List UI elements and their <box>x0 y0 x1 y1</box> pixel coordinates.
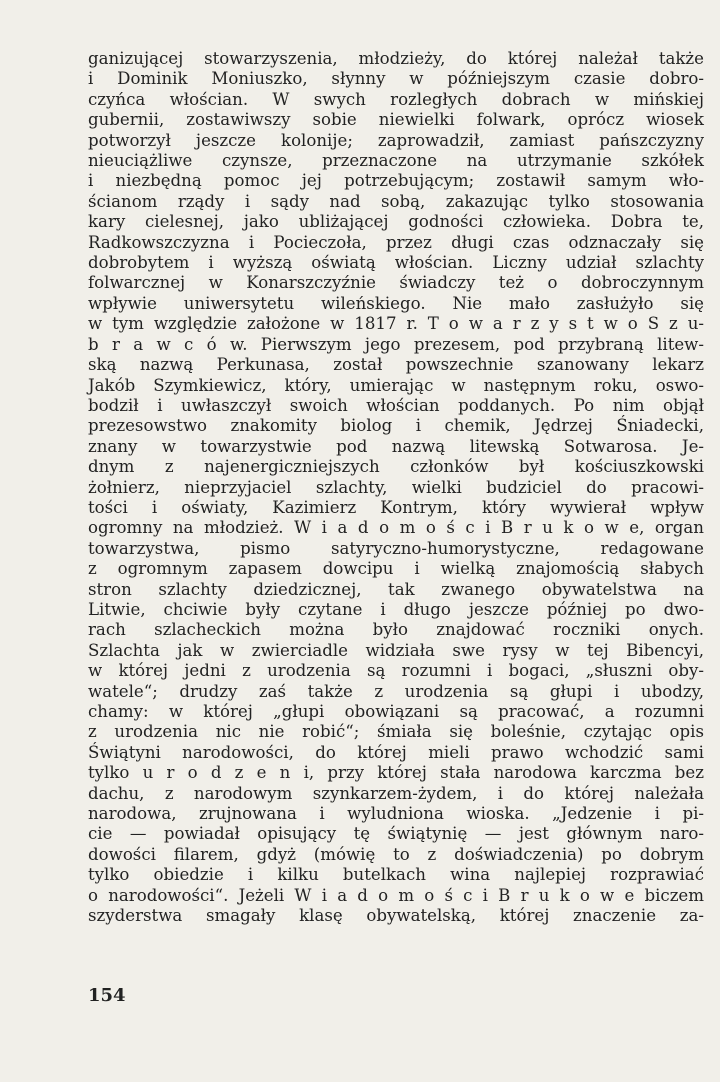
text-line: i Dominik Moniuszko, słynny w późniejszym czasie dobro- <box>88 69 704 89</box>
text-line: szyderstwa smagały klasę obywatelską, której znaczenie za- <box>88 906 704 926</box>
text-line: w tym względzie założone w 1817 r. T o w a r z y s t w o S z u- <box>88 314 704 334</box>
body-text <box>88 49 704 926</box>
text-line: tylko u r o d z e n i, przy której stała narodowa karczma bez <box>88 763 704 783</box>
text-line: ścianom rządy i sądy nad sobą, zakazując tylko stosowania <box>88 191 704 211</box>
text-line: dnym z najenergiczniejszych członków był kościuszkowski <box>88 457 704 477</box>
text-line: towarzystwa, pismo satyryczno-humorystyczne, redagowane <box>88 538 704 558</box>
text-line: dobrobytem i wyższą oświatą włościan. Liczny udział szlachty <box>88 253 704 273</box>
text-line: ogromny na młodzież. W i a d o m o ś c i B r u k o w e, organ <box>88 518 704 538</box>
text-line: dachu, z narodowym szynkarzem-żydem, i do której należała <box>88 783 704 803</box>
text-line: w której jedni z urodzenia są rozumni i bogaci, „słuszni oby- <box>88 661 704 681</box>
text-line: tości i oświaty, Kazimierz Kontrym, który wywierał wpływ <box>88 497 704 517</box>
text-line: Radkowszczyzna i Pocieczoła, przez długi czas odznaczały się <box>88 232 704 252</box>
text-line: ską nazwą Perkunasa, został powszechnie szanowany lekarz <box>88 355 704 375</box>
text-line: tylko obiedzie i kilku butelkach wina najlepiej rozprawiać <box>88 865 704 885</box>
text-line: bodził i uwłaszczył swoich włościan poddanych. Po nim objął <box>88 395 704 415</box>
text-line: i niezbędną pomoc jej potrzebującym; zostawił samym wło- <box>88 171 704 191</box>
text-line: z urodzenia nic nie robić“; śmiała się boleśnie, czytając opis <box>88 722 704 742</box>
text-line: żołnierz, nieprzyjaciel szlachty, wielki budziciel do pracowi- <box>88 477 704 497</box>
text-line: ganizującej stowarzyszenia, młodzieży, do której należał także <box>88 49 704 68</box>
text-line: rach szlacheckich można było znajdować roczniki onych. <box>88 620 704 640</box>
text-line: znany w towarzystwie pod nazwą litewską Sotwarosa. Je- <box>88 436 704 456</box>
text-line: potworzył jeszcze kolonije; zaprowadził, zamiast pańszczyzny <box>88 130 704 150</box>
text-line: folwarcznej w Konarszczyźnie świadczy też o dobroczynnym <box>88 273 704 293</box>
text-line: czyńca włościan. W swych rozległych dobrach w mińskiej <box>88 89 704 109</box>
text-line: Litwie, chciwie były czytane i długo jeszcze później po dwo- <box>88 599 704 619</box>
text-line: watele“; drudzy zaś także z urodzenia są głupi i ubodzy, <box>88 681 704 701</box>
text-line: dowości filarem, gdyż (mówię to z doświadczenia) po dobrym <box>88 844 704 864</box>
text-line: stron szlachty dziedzicznej, tak zwanego obywatelstwa na <box>88 579 704 599</box>
text-line: wpływie uniwersytetu wileńskiego. Nie mało zasłużyło się <box>88 293 704 313</box>
text-line: Jakób Szymkiewicz, który, umierając w następnym roku, oswo- <box>88 375 704 395</box>
text-line: o narodowości“. Jeżeli W i a d o m o ś c i B r u k o w e biczem <box>88 885 704 905</box>
text-line: z ogromnym zapasem dowcipu i wielką znajomością słabych <box>88 559 704 579</box>
text-line: nieuciążliwe czynsze, przeznaczone na utrzymanie szkółek <box>88 151 704 171</box>
text-line: chamy: w której „głupi obowiązani są pracować, a rozumni <box>88 702 704 721</box>
text-line: cie — powiadał opisujący tę świątynię — jest głównym naro- <box>88 824 704 844</box>
text-line: b r a w c ó w. Pierwszym jego prezesem, pod przybraną litew- <box>88 334 704 354</box>
text-line: Szlachta jak w zwierciadle widziała swe rysy w tej Bibencyi, <box>88 640 704 660</box>
text-line: gubernii, zostawiwszy sobie niewielki folwark, oprócz wiosek <box>88 110 704 130</box>
page-number: 154 <box>88 985 126 1006</box>
text-line: narodowa, zrujnowana i wyludniona wioska. „Jedzenie i pi- <box>88 804 704 824</box>
text-line: kary cielesnej, jako ubliżającej godności człowieka. Dobra te, <box>88 212 704 232</box>
text-line: prezesowstwo znakomity biolog i chemik, Jędrzej Śniadecki, <box>88 416 704 436</box>
text-line: Świątyni narodowości, do której mieli prawo wchodzić sami <box>88 742 704 762</box>
